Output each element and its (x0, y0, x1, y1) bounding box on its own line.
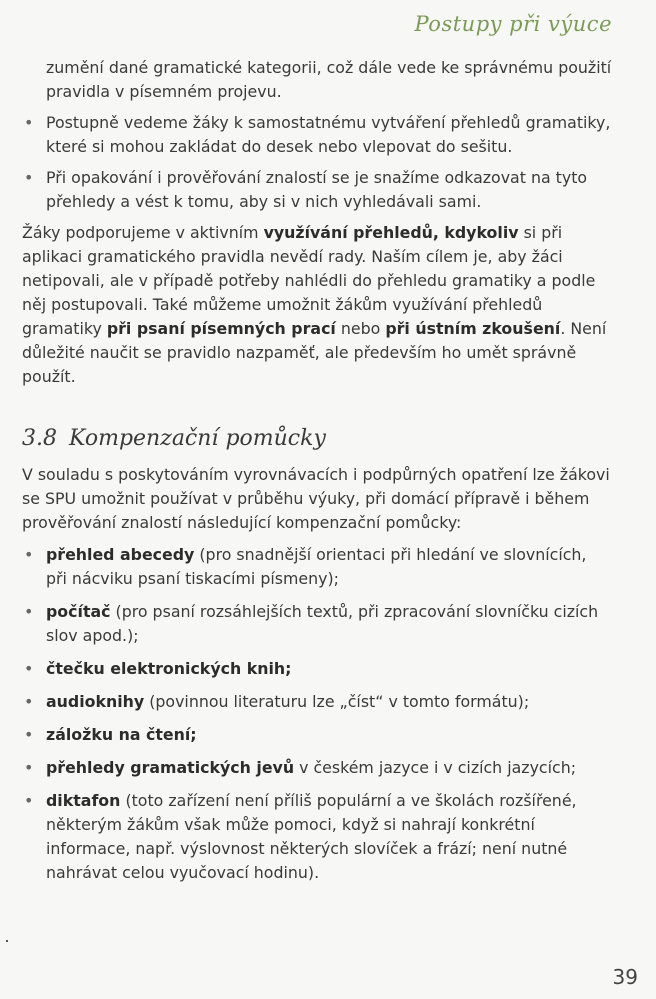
page-number: 39 (612, 965, 638, 989)
paragraph-text: . Není důležité naučit se pravidlo nazpaměť, ale především ho umět správně použít. (22, 319, 607, 386)
aids-list (22, 543, 612, 885)
item-text: (toto zařízení není příliš populární a ve školách rozšířené, některým žákům však může pomoci, když si nahrají konkrétní informace, např. výslovnost některých slovíček a frází; není nutné nahrávat celou vyučovací hodinu). (46, 791, 577, 882)
list-item (22, 690, 612, 714)
section-number: 3.8 (22, 426, 57, 451)
section-intro: V souladu s poskytováním vyrovnávacích i podpůrných opatření lze žákovi se SPU umožnit používat v průběhu výuky, při domácí přípravě i během prověřování znalostí následující kompenzační pomůcky: (22, 465, 610, 532)
item-bold: počítač (46, 602, 111, 621)
item-bold: přehledy gramatických jevů (46, 758, 295, 777)
section-heading (22, 427, 612, 451)
paragraph (22, 221, 612, 389)
item-text: (pro snadnější orientaci při hledání ve slovnících, při nácviku psaní tiskacími písmeny); (46, 545, 587, 588)
paragraph-text: nebo (335, 319, 386, 338)
item-bold: čtečku elektronických knih; (46, 659, 292, 678)
list-item (22, 657, 612, 681)
item-text: (pro psaní rozsáhlejších textů, při zpracování slovníčku cizích slov apod.); (46, 602, 599, 645)
list-item (22, 543, 612, 591)
item-bold: přehled abecedy (46, 545, 195, 564)
list-item (22, 723, 612, 747)
bullet-list-top (22, 111, 612, 214)
paragraph-bold: při ústním zkoušení (385, 319, 561, 338)
item-bold: záložku na čtení; (46, 725, 197, 744)
list-item (22, 789, 612, 885)
item-bold: diktafon (46, 791, 121, 810)
page-content (22, 56, 612, 894)
paragraph-text: si při aplikaci gramatického pravidla nevědí rady. Naším cílem je, aby žáci netipovali, ale v případě potřeby nahlédli do přehledu gramatiky a podle něj postupovali. Také můžeme umožnit žákům využívání přehledů gramatiky (22, 223, 596, 338)
paragraph-text: Žáky podporujeme v aktivním (22, 223, 264, 242)
continuation-text: zumění dané gramatické kategorii, což dále vede ke správnému použití pravidla v písemném projevu. (46, 58, 612, 101)
section-title: Kompenzační pomůcky (69, 426, 326, 451)
list-item: • Při opakování i prověřování znalostí se je snažíme odkazovat na tyto přehledy a vést k tomu, aby si v nich vyhledávali sami. (22, 166, 612, 214)
paragraph-bold: při psaní písemných prací (106, 319, 336, 338)
item-text: v českém jazyce i v cizích jazycích; (294, 758, 577, 777)
item-text: (povinnou literaturu lze „číst“ v tomto formátu); (144, 692, 530, 711)
list-item: • Postupně vedeme žáky k samostatnému vytváření přehledů gramatiky, které si mohou zakládat do desek nebo vlepovat do sešitu. (22, 111, 612, 159)
running-header: Postupy při výuce (414, 12, 612, 36)
paragraph-bold: využívání přehledů, kdykoliv (263, 223, 519, 242)
item-bold: audioknihy (46, 692, 145, 711)
list-item (22, 756, 612, 780)
stray-mark (6, 940, 8, 942)
list-item (22, 600, 612, 648)
